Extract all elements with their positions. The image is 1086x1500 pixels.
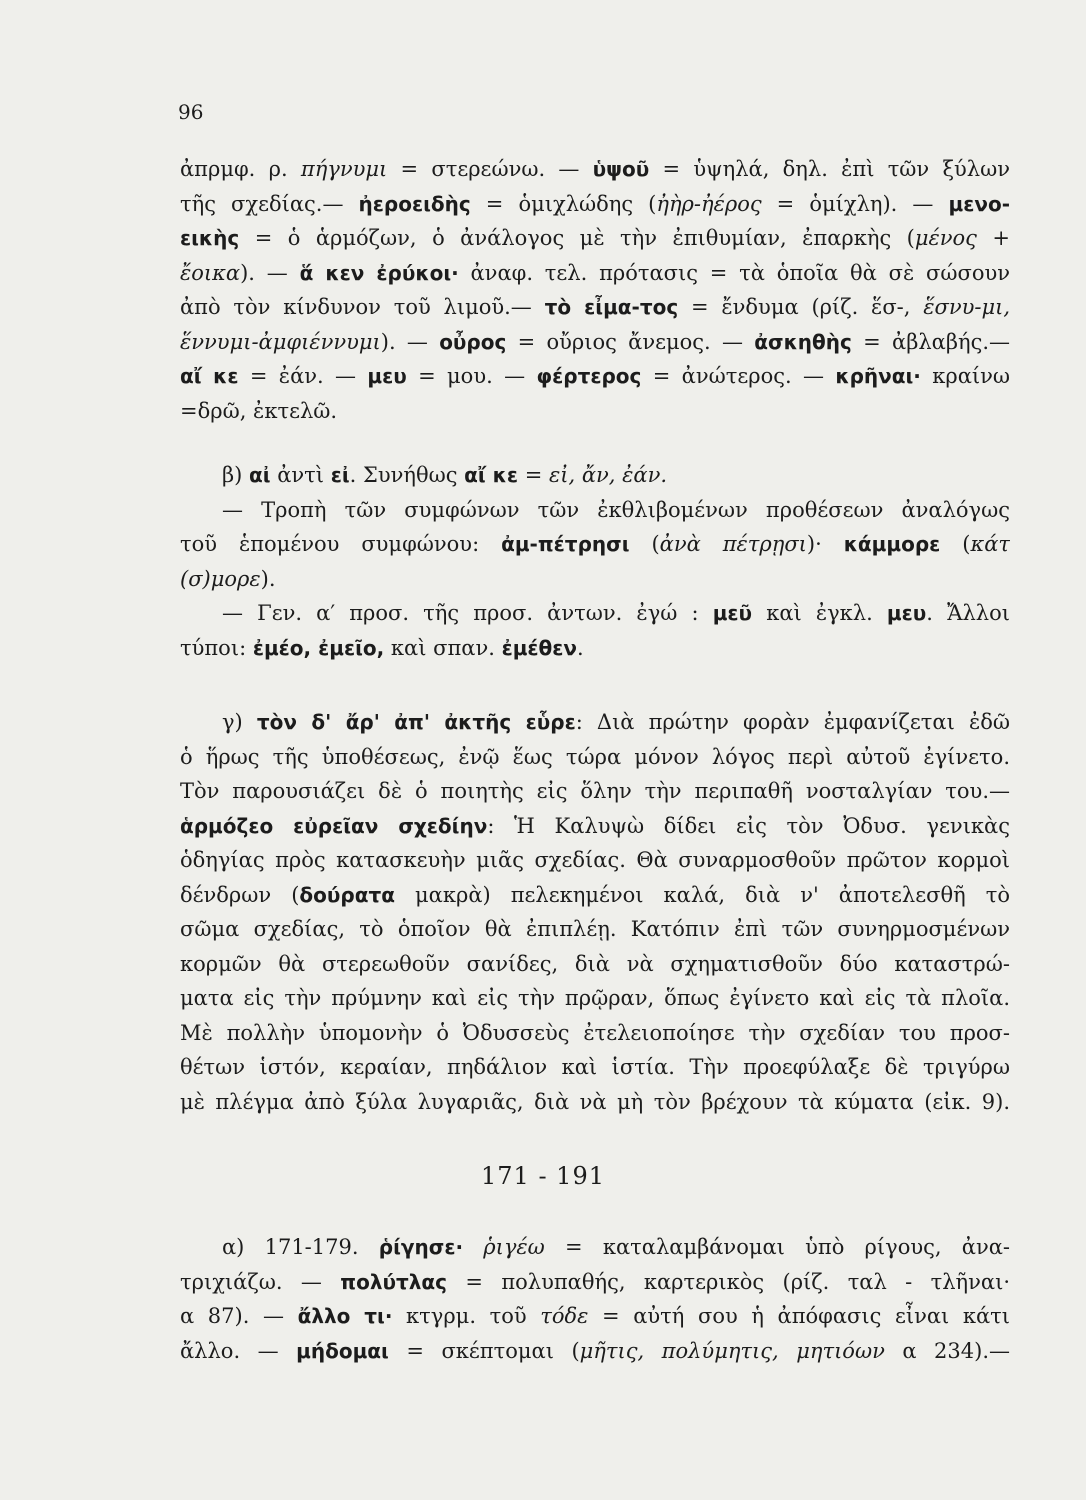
- text-line: ἀπὸ τὸν κίνδυνον τοῦ λιμοῦ.— τὸ εἶμα-τος = ἔνδυμα (ρίζ. ἕσ-, ἕσνυ-μι,: [180, 295, 1010, 319]
- text-line: μὲ πλέγμα ἀπὸ ξύλα λυγαριᾶς, διὰ νὰ μὴ τὸν βρέχουν τὰ κύματα (εἰκ. 9).: [180, 1089, 1010, 1114]
- beta-paragraph: [180, 458, 1010, 665]
- text-line: Μὲ πολλὴν ὑπομονὴν ὁ Ὀδυσσεὺς ἐτελειοποίησε τὴν σχεδίαν του προσ-: [180, 1020, 1010, 1045]
- text-line: εικὴς = ὁ ἁρμόζων, ὁ ἀνάλογος μὲ τὴν ἐπιθυμίαν, ἐπαρκὴς (μένος +: [180, 226, 1010, 250]
- text-line: αἴ κε = ἐάν. — μευ = μου. — φέρτερος = ἀνώτερος. — κρῆναι· κραίνω: [180, 364, 1010, 388]
- page-number: 96: [178, 100, 204, 124]
- text-line: ἀπρμφ. ρ. πήγνυμι = στερεώνω. — ὑψοῦ = ὑψηλά, δηλ. ἐπὶ τῶν ξύλων: [180, 157, 1010, 181]
- text-line: ἄλλο. — μήδομαι = σκέπτομαι (μῆτις, πολύμητις, μητιόων α 234).—: [180, 1338, 1010, 1363]
- text-line: τριχιάζω. — πολύτλας = πολυπαθής, καρτερικὸς (ρίζ. ταλ - τλῆναι·: [180, 1269, 1010, 1294]
- text-line: α) 171-179. ῥίγησε· ῥιγέω = καταλαμβάνομαι ὑπὸ ρίγους, ἀνα-: [222, 1235, 1010, 1259]
- text-line: — Γεν. α′ προσ. τῆς προσ. ἀντων. ἐγώ : μεῦ καὶ ἐγκλ. μευ. Ἄλλοι: [222, 601, 1010, 625]
- text-line: — Τροπὴ τῶν συμφώνων τῶν ἐκθλιβομένων προθέσεων ἀναλόγως: [222, 497, 1010, 522]
- glossary-paragraph: [180, 152, 1010, 428]
- text-line: κορμῶν θὰ στερεωθοῦν σανίδες, διὰ νὰ σχηματισθοῦν δύο καταστρώ-: [180, 951, 1010, 976]
- text-line: α 87). — ἄλλο τι· κτγρμ. τοῦ τόδε = αὐτή σου ἡ ἀπόφασις εἶναι κάτι: [180, 1304, 1010, 1328]
- text-line: τῆς σχεδίας.— ἠεροειδὴς = ὁμιχλώδης (ἠὴρ-ἠέρος = ὁμίχλη). — μενο-: [180, 191, 1010, 216]
- text-line: θέτων ἱστόν, κεραίαν, πηδάλιον καὶ ἱστία. Τὴν προεφύλαξε δὲ τριγύρω: [180, 1055, 1010, 1079]
- text-line: ματα εἰς τὴν πρύμνην καὶ εἰς τὴν πρῷραν, ὅπως ἐγίνετο καὶ εἰς τὰ πλοῖα.: [180, 986, 1010, 1010]
- text-line: (σ)μορε).: [180, 566, 276, 591]
- text-line: =δρῶ, ἐκτελῶ.: [180, 398, 338, 423]
- text-line: τοῦ ἑπομένου συμφώνου: ἀμ-πέτρησι (ἀνὰ πέτρῃσι)· κάμμορε (κάτ: [180, 532, 1010, 556]
- text-line: τύποι: ἐμέο, ἐμεῖο, καὶ σπαν. ἐμέθεν.: [180, 635, 584, 660]
- text-line: γ) τὸν δ' ἄρ' ἀπ' ἀκτῆς εὗρε: Διὰ πρώτην φορὰν ἐμφανίζεται ἐδῶ: [222, 710, 1010, 734]
- alpha-paragraph: [180, 1230, 1010, 1368]
- text-line: ἕννυμι-ἀμφιέννυμι). — οὖρος = οὔριος ἄνεμος. — ἀσκηθὴς = ἀβλαβής.—: [180, 329, 1010, 354]
- text-line: δένδρων (δούρατα μακρὰ) πελεκημένοι καλά, διὰ ν' ἀποτελεσθῆ τὸ: [180, 882, 1010, 907]
- gamma-paragraph: [180, 705, 1010, 1119]
- text-line: Τὸν παρουσιάζει δὲ ὁ ποιητὴς εἰς ὅλην τὴν περιπαθῆ νοσταλγίαν του.—: [180, 779, 1010, 803]
- text-line: ἁρμόζεο εὐρεῖαν σχεδίην: Ἡ Καλυψὼ δίδει εἰς τὸν Ὀδυσ. γενικὰς: [180, 813, 1010, 838]
- text-line: ἔοικα). — ἅ κεν ἐρύκοι· ἀναφ. τελ. πρότασις = τὰ ὁποῖα θὰ σὲ σώσουν: [180, 260, 1010, 285]
- text-line: σῶμα σχεδίας, τὸ ὁποῖον θὰ ἐπιπλέῃ. Κατόπιν ἐπὶ τῶν συνηρμοσμένων: [180, 917, 1010, 941]
- text-line: ὁ ἥρως τῆς ὑποθέσεως, ἐνῷ ἕως τώρα μόνον λόγος περὶ αὐτοῦ ἐγίνετο.: [180, 744, 1010, 769]
- text-line: β) αἰ ἀντὶ εἰ. Συνήθως αἴ κε = εἰ, ἄν, ἐάν.: [222, 463, 668, 487]
- text-line: ὁδηγίας πρὸς κατασκευὴν μιᾶς σχεδίας. Θὰ συναρμοσθοῦν πρῶτον κορμοὶ: [180, 848, 1010, 872]
- section-heading: 171 - 191: [481, 1162, 605, 1190]
